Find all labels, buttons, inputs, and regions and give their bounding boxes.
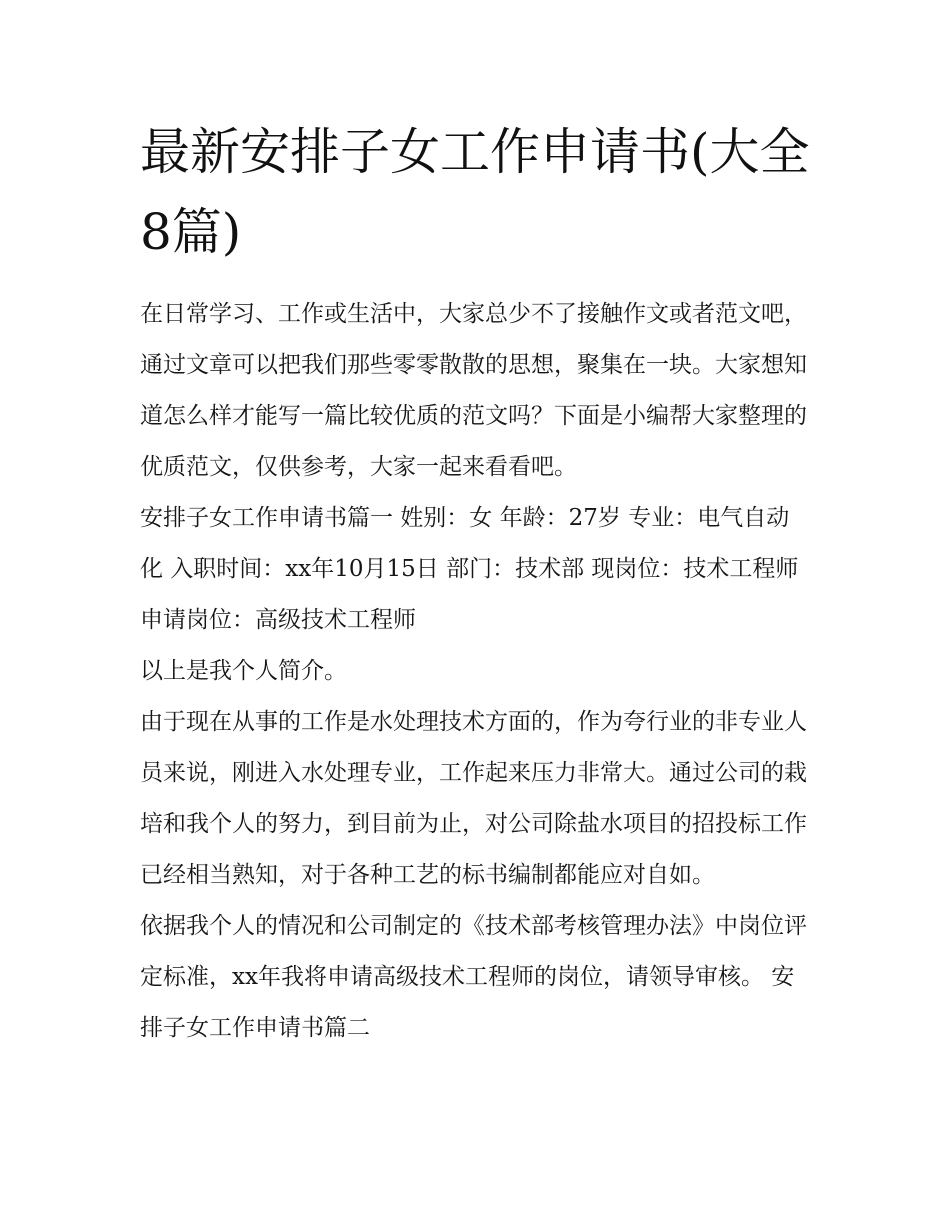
paragraph-profile: 安排子女工作申请书篇一 姓别：女 年龄：27岁 专业：电气自动化 入职时间：xx年10月15日 部门：技术部 现岗位：技术工程师 申请岗位：高级技术工程师 [140,505,799,633]
document-title: 最新安排子女工作申请书(大全8篇) [140,123,810,261]
paragraph-summary: 以上是我个人简介。 [140,658,347,684]
document-body [140,289,812,1054]
paragraph-experience: 由于现在从事的工作是水处理技术方面的，作为夸行业的非专业人员来说，刚进入水处理专业，工作起来压力非常大。通过公司的栽培和我个人的努力，到目前为止，对公司除盐水项目的招投标工作已经相当熟知，对于各种工艺的标书编制都能应对自如。 [140,709,807,888]
paragraph-application: 依据我个人的情况和公司制定的《技术部考核管理办法》中岗位评定标准，xx年我将申请高级技术工程师的岗位，请领导审核。 安排子女工作申请书篇二 [140,913,807,1041]
paragraph-intro: 在日常学习、工作或生活中，大家总少不了接触作文或者范文吧，通过文章可以把我们那些零零散散的思想，聚集在一块。大家想知道怎么样才能写一篇比较优质的范文吗？下面是小编帮大家整理的优质范文，仅供参考，大家一起来看看吧。 [140,301,807,480]
document-page [140,112,812,1054]
